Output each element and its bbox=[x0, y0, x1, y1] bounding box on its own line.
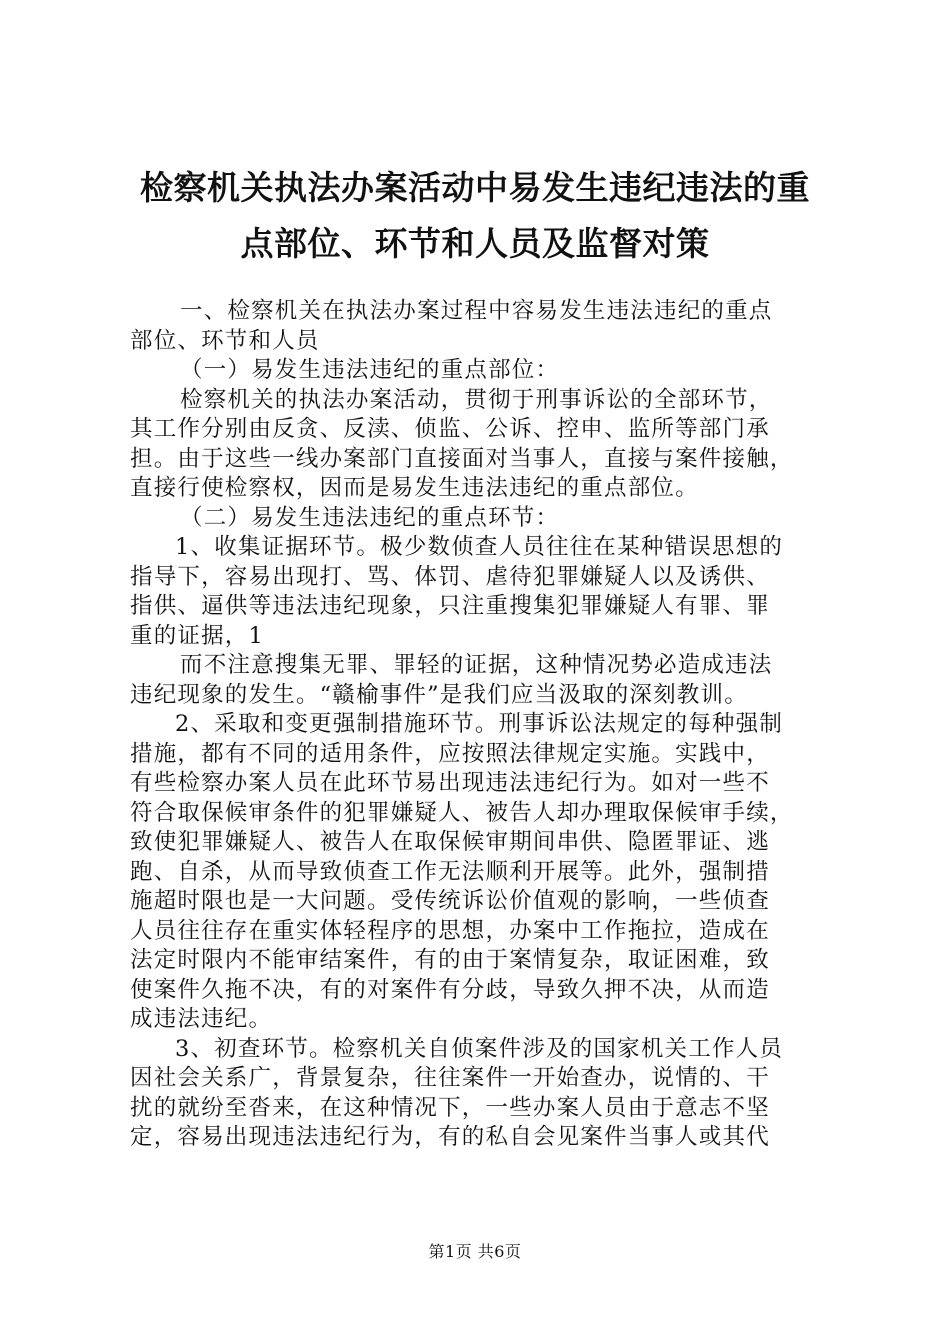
body-text-line: 法定时限内不能审结案件，有的由于案情复杂，取证困难，致 bbox=[130, 947, 770, 973]
body-text-line: 直接行使检察权，因而是易发生违法违纪的重点部位。 bbox=[130, 475, 699, 501]
body-text-line: 成违法违纪。 bbox=[130, 1006, 273, 1032]
body-text-line: 定，容易出现违法违纪行为，有的私自会见案件当事人或其代 bbox=[130, 1124, 770, 1150]
body-text-line: 施超时限也是一大问题。受传统诉讼价值观的影响，一些侦查 bbox=[130, 888, 770, 914]
body-text-line: （一）易发生违法违纪的重点部位： bbox=[180, 357, 560, 383]
body-text-line: （二）易发生违法违纪的重点环节： bbox=[180, 504, 560, 531]
body-text-line: 一、检察机关在执法办案过程中容易发生违法违纪的重点 bbox=[180, 298, 773, 324]
body-text-line: 违纪现象的发生。“赣榆事件”是我们应当汲取的深刻教训。 bbox=[130, 681, 748, 708]
body-text-line: 2、采取和变更强制措施环节。刑事诉讼法规定的每种强制 bbox=[175, 711, 784, 737]
body-text-line: 有些检察办案人员在此环节易出现违法违纪行为。如对一些不 bbox=[130, 770, 770, 796]
title-line-2: 点部位、环节和人员及监督对策 bbox=[240, 224, 710, 263]
title-line-1: 检察机关执法办案活动中易发生违纪违法的重 bbox=[140, 168, 810, 207]
body-text-line: 措施，都有不同的适用条件，应按照法律规定实施。实践中， bbox=[130, 740, 770, 767]
body-text-line: 检察机关的执法办案活动，贯彻于刑事诉讼的全部环节， bbox=[180, 386, 773, 413]
page-footer: 第1页 共6页 bbox=[428, 1242, 522, 1261]
body-text-line: 符合取保候审条件的犯罪嫌疑人、被告人却办理取保候审手续， bbox=[130, 799, 794, 826]
body-text-line: 因社会关系广，背景复杂，往往案件一开始查办，说情的、干 bbox=[130, 1065, 770, 1091]
body-text-line: 部位、环节和人员 bbox=[130, 327, 320, 354]
document-body bbox=[130, 297, 830, 1153]
body-text-line: 致使犯罪嫌疑人、被告人在取保候审期间串供、隐匿罪证、逃 bbox=[130, 829, 770, 855]
document-title bbox=[100, 160, 850, 272]
body-text-line: 重的证据，1 bbox=[130, 622, 265, 649]
body-text-line: 3、初查环节。检察机关自侦案件涉及的国家机关工作人员 bbox=[175, 1035, 784, 1062]
body-text-line: 其工作分别由反贪、反渎、侦监、公诉、控申、监所等部门承 bbox=[130, 416, 770, 442]
body-text-line: 扰的就纷至沓来，在这种情况下，一些办案人员由于意志不坚 bbox=[130, 1094, 770, 1121]
body-text-line: 人员往往存在重实体轻程序的思想，办案中工作拖拉，造成在 bbox=[130, 917, 770, 944]
body-text-line: 指导下，容易出现打、骂、体罚、虐待犯罪嫌疑人以及诱供、 bbox=[130, 563, 770, 590]
body-text-line: 担。由于这些一线办案部门直接面对当事人，直接与案件接触， bbox=[130, 445, 794, 472]
body-text-line: 跑、自杀，从而导致侦查工作无法顺利开展等。此外，强制措 bbox=[130, 858, 770, 885]
body-text-line: 而不注意搜集无罪、罪轻的证据，这种情况势必造成违法 bbox=[180, 652, 773, 678]
body-text-line: 使案件久拖不决，有的对案件有分歧，导致久押不决，从而造 bbox=[130, 976, 770, 1003]
body-text-line: 指供、逼供等违法违纪现象，只注重搜集犯罪嫌疑人有罪、罪 bbox=[130, 593, 770, 619]
body-text-line: 1、收集证据环节。极少数侦查人员往往在某种错误思想的 bbox=[175, 534, 784, 560]
